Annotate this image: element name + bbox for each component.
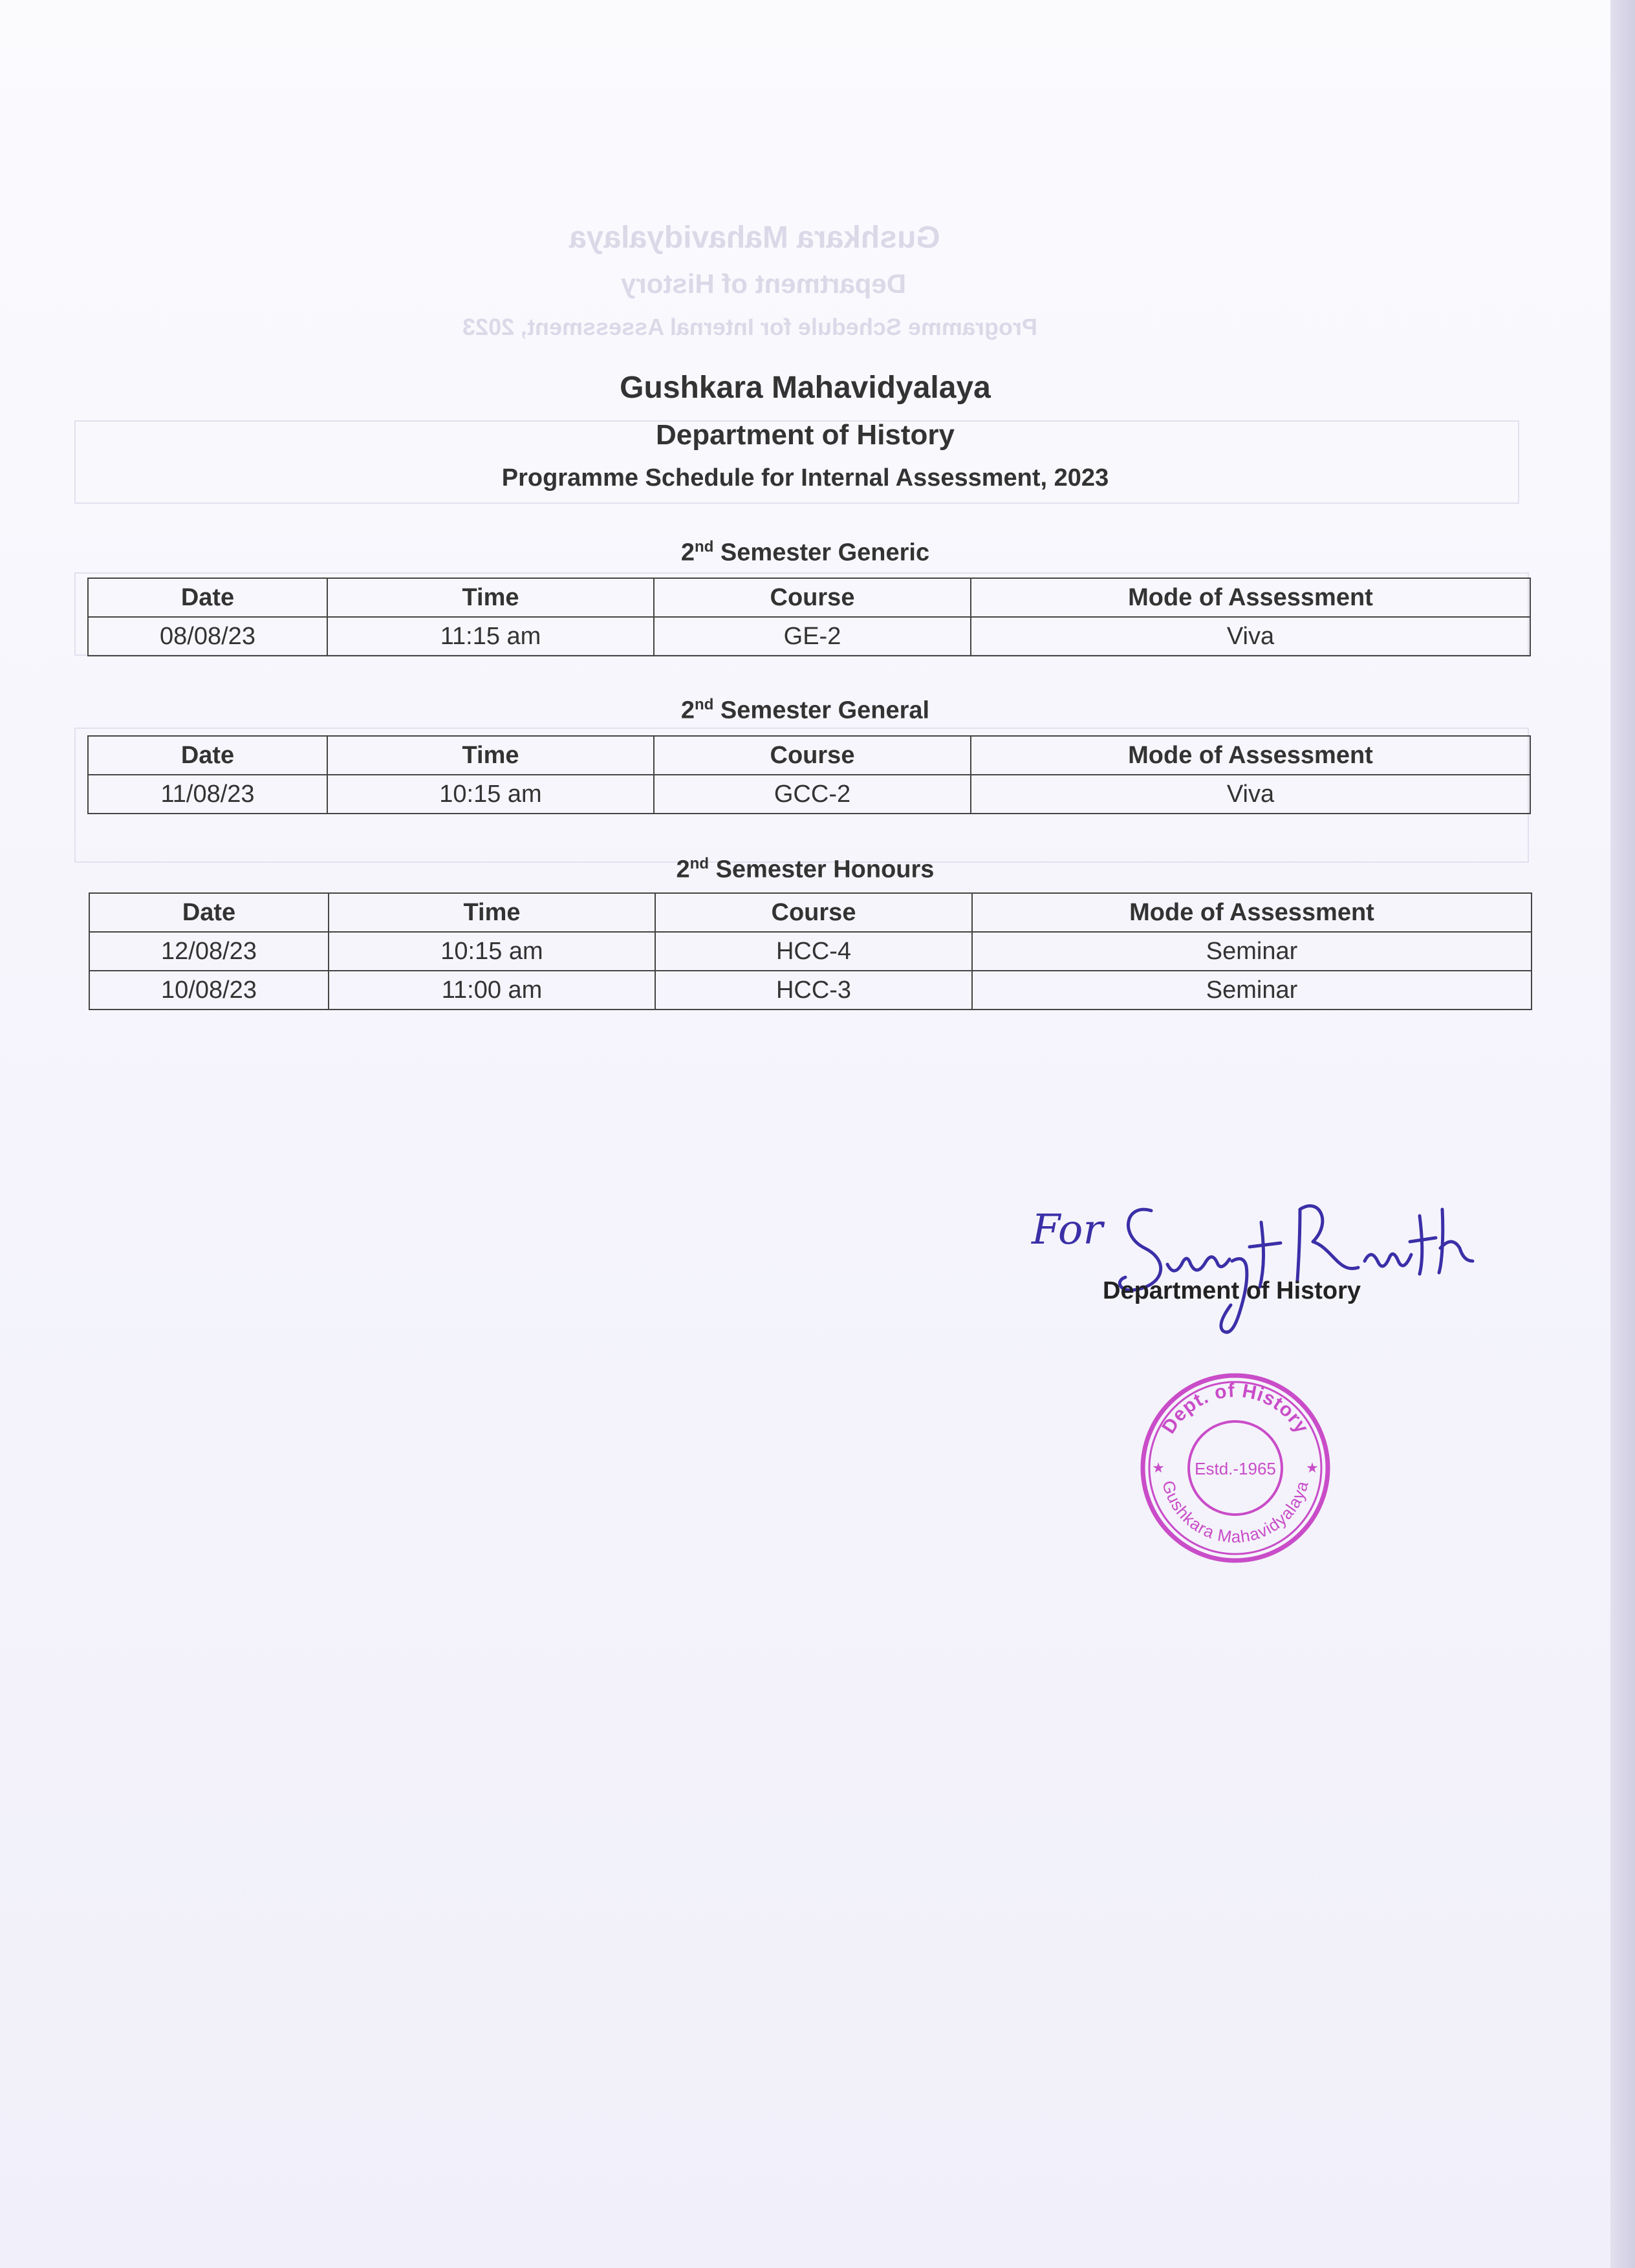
department-seal-stamp [1135,1368,1336,1568]
table-row [88,617,1530,656]
cell-date: 08/08/23 [88,617,327,656]
svg-text:★: ★ [1152,1460,1165,1476]
cell-course: HCC-4 [655,932,972,971]
cell-mode: Seminar [972,971,1532,1010]
column-header-date: Date [88,578,327,617]
cell-date: 11/08/23 [88,775,327,814]
schedule-table-honours [89,892,1532,1010]
svg-text:Gushkara Mahavidyalaya: Gushkara Mahavidyalaya [1158,1478,1312,1547]
svg-text:Dept. of History: Dept. of History [1158,1379,1313,1438]
bleed-through-text: Programme Schedule for Internal Assessment, 2023 [462,314,1038,340]
column-header-mode: Mode of Assessment [971,578,1530,617]
column-header-mode: Mode of Assessment [972,893,1532,932]
column-header-mode: Mode of Assessment [971,736,1530,775]
column-header-course: Course [655,893,972,932]
signature-department: Department of History [1103,1277,1361,1304]
signature-prefix: For [1032,1206,1103,1254]
cell-time: 10:15 am [327,775,654,814]
table-row [89,971,1532,1010]
section-title-generic: 2nd Semester Generic [680,538,930,567]
cell-course: HCC-3 [655,971,972,1010]
column-header-course: Course [654,736,971,775]
table-row [89,932,1532,971]
schedule-table-generic [87,578,1531,656]
page-edge-shadow [1610,0,1635,2268]
cell-course: GCC-2 [654,775,971,814]
table-row [88,775,1530,814]
programme-title: Programme Schedule for Internal Assessment, 2023 [501,464,1109,491]
svg-text:Estd.-1965: Estd.-1965 [1195,1459,1276,1478]
bleed-through-text: Gushkara Mahavidyalaya [569,221,940,255]
svg-text:★: ★ [1306,1460,1319,1476]
bleed-through-text: Department of History [621,268,907,299]
college-name: Gushkara Mahavidyalaya [620,371,991,405]
section-title-honours: 2nd Semester Honours [676,855,935,883]
cell-date: 10/08/23 [89,971,329,1010]
column-header-date: Date [88,736,327,775]
cell-mode: Viva [971,617,1530,656]
cell-time: 11:15 am [327,617,654,656]
column-header-time: Time [327,736,654,775]
column-header-course: Course [654,578,971,617]
table-header-row [88,578,1530,617]
table-header-row [89,893,1532,932]
cell-mode: Seminar [972,932,1532,971]
cell-course: GE-2 [654,617,971,656]
table-header-row [88,736,1530,775]
department-title: Department of History [655,419,955,451]
schedule-table-general [87,735,1531,814]
cell-date: 12/08/23 [89,932,329,971]
cell-time: 11:00 am [329,971,655,1010]
cell-mode: Viva [971,775,1530,814]
column-header-time: Time [329,893,655,932]
column-header-time: Time [327,578,654,617]
cell-time: 10:15 am [329,932,655,971]
column-header-date: Date [89,893,329,932]
handwritten-signature [1106,1196,1507,1352]
section-title-general: 2nd Semester General [680,696,930,724]
